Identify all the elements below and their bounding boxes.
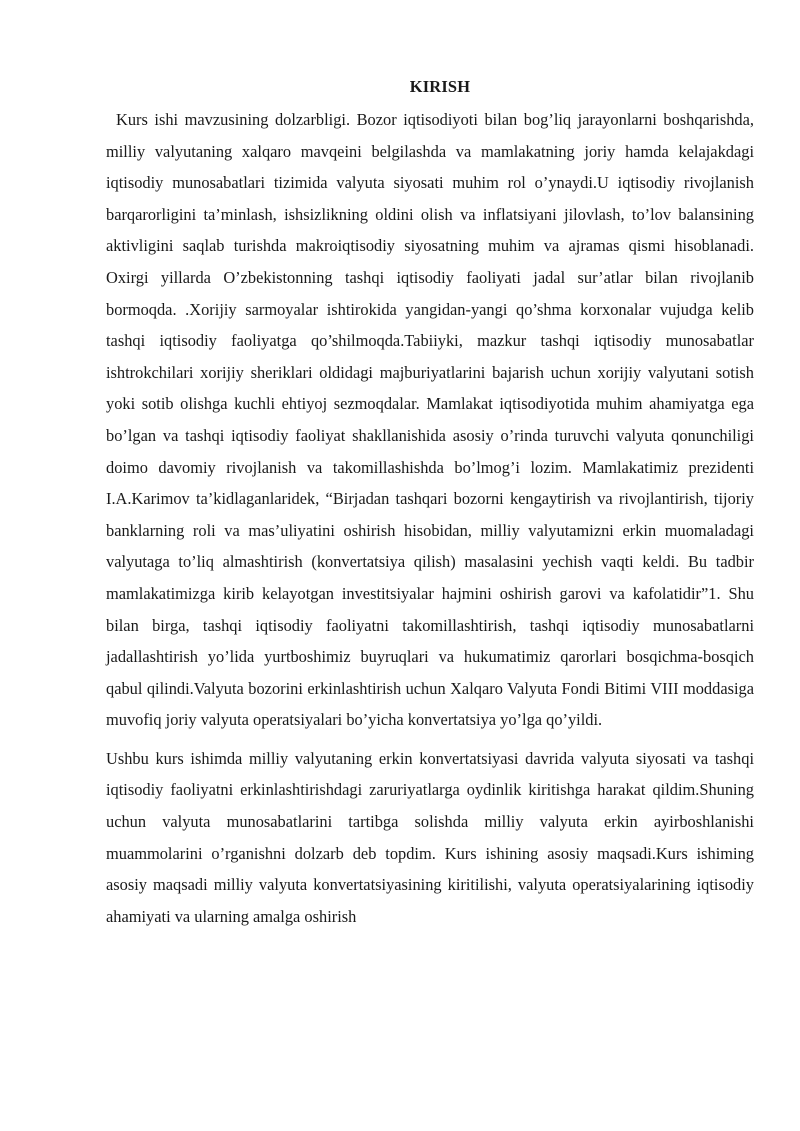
paragraph-relevance: Kurs ishi mavzusining dolzarbligi. Bozor iqtisodiyoti bilan bog’liq jarayonlarni boshqarishda, milliy valyutaning xalqaro mavqeini belgilashda va mamlakatning joriy hamda kelajakdagi iqtisodiy munosabatlari tizimida valyuta siyosati muhim rol o’ynaydi.U iqtisodiy rivojlanish barqarorligini ta’minlash, ishsizlikning oldini olish va inflatsiyani jilovlash, to’lov balansining aktivligini saqlab turishda makroiqtisodiy siyosatning muhim va ajramas qismi hisoblanadi. Oxirgi yillarda O’zbekistonning tashqi iqtisodiy faoliyati jadal sur’atlar bilan rivojlanib bormoqda. .Xorijiy sarmoyalar ishtirokida yangidan-yangi qo’shma korxonalar vujudga kelib tashqi iqtisodiy faoliyatga qo’shilmoqda.Tabiiyki, mazkur tashqi iqtisodiy munosabatlar ishtrokchilari xorijiy sheriklari oldidagi majburiyatlarini bajarish uchun xorijiy valyutani sotish yoki sotib olishga kuchli ehtiyoj sezmoqdalar. Mamlakat iqtisodiyotida muhim ahamiyatga ega bo’lgan va tashqi iqtisodiy faoliyat shakllanishida asosiy o’rinda turuvchi valyuta qonunchiligi doimo davomiy rivojlanish va takomillashishda bo’lmog’i lozim. Mamlakatimiz prezidenti I.A.Karimov ta’kidlaganlaridek, “Birjadan tashqari bozorni kengaytirish va rivojlantirish, tijoriy banklarning roli va mas’uliyatini oshirish hisobidan, milliy valyutamizni erkin muomaladagi valyutaga to’liq almashtirish (konvertatsiya qilish) masalasini yechish vaqti keldi. Bu tadbir mamlakatimizga kirib kelayotgan investitsiyalar hajmini oshirish garovi va kafolatidir”1. Shu bilan birga, tashqi iqtisodiy faoliyatni takomillashtirish, tashqi iqtisodiy munosabatlarni jadallashtirish yo’lida yurtboshimiz buyruqlari va hukumatimiz qarorlari bosqichma-bosqich qabul qilindi.Valyuta bozorini erkinlashtirish uchun Xalqaro Valyuta Fondi Bitimi VIII moddasiga muvofiq joriy valyuta operatsiyalari bo’yicha konvertatsiya yo’lga qo’yildi. (106, 110, 754, 730)
section-title: KIRISH (409, 77, 471, 96)
document-page (106, 70, 754, 932)
paragraph-purpose: Ushbu kurs ishimda milliy valyutaning erkin konvertatsiyasi davrida valyuta siyosati va tashqi iqtisodiy faoliyatni erkinlashtirishdagi zaruriyatlarga oydinlik kiritishga harakat qildim.Shuning uchun valyuta munosabatlarini tartibga solishda milliy valyuta erkin ayirboshlanishi muammolarini o’rganishni dolzarb deb topdim. Kurs ishining asosiy maqsadi.Kurs ishiming asosiy maqsadi milliy valyuta konvertatsiyasining kiritilishi, valyuta operatsiyalarining iqtisodiy ahamiyati va ularning amalga oshirish (106, 748, 754, 926)
